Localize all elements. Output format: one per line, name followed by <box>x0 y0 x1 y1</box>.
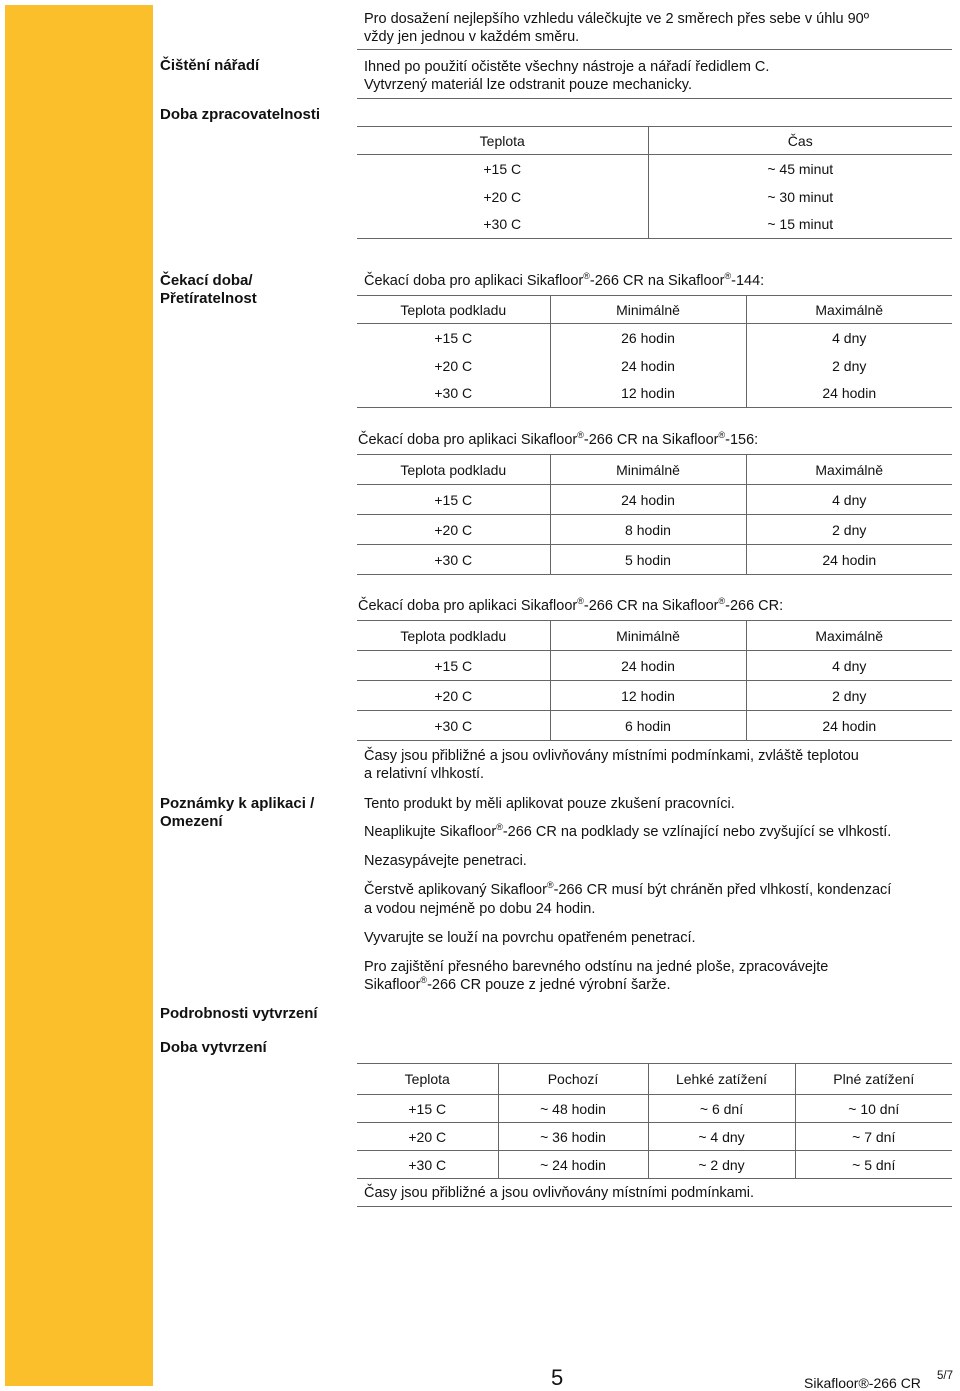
table-cell: +15 C <box>357 1095 498 1123</box>
table-cell: 8 hodin <box>550 515 746 545</box>
waiting-table-156 <box>357 454 952 575</box>
table-cell: ~ 36 hodin <box>498 1123 648 1151</box>
table-cell: +20 C <box>357 183 648 211</box>
rolling-line-2: vždy jen jednou v každém směru. <box>364 29 580 45</box>
note-3: Nezasypávejte penetraci. <box>364 853 527 869</box>
table-cell: +30 C <box>357 211 648 239</box>
waiting-heading-156: Čekací doba pro aplikaci Sikafloor®-266 CR na Sikafloor®-156: <box>358 430 759 448</box>
table-header: Teplota <box>357 1064 498 1095</box>
cleaning-line-2: Vytvrzený materiál lze odstranit pouze mechanicky. <box>364 77 692 93</box>
table-cell: +20 C <box>357 352 550 380</box>
label-notes-2: Omezení <box>160 813 223 830</box>
waiting-note-2: a relativní vlhkostí. <box>364 766 485 782</box>
table-cell: 6 hodin <box>550 711 746 741</box>
table-cell: ~ 5 dní <box>852 1156 896 1173</box>
table-cell: 5 hodin <box>550 545 746 575</box>
table-cell: ~ 10 dní <box>848 1100 900 1117</box>
table-cell: +20 C <box>357 515 550 545</box>
divider <box>357 1206 952 1207</box>
table-header: Pochozí <box>498 1064 648 1095</box>
table-cell: 4 dny <box>832 491 867 508</box>
cleaning-line-1: Ihned po použití očistěte všechny nástroje a nářadí ředidlem C. <box>364 59 770 75</box>
table-cell: ~ 4 dny <box>648 1123 795 1151</box>
rolling-line-1: Pro dosažení nejlepšího vzhledu válečkujte ve 2 směrech přes sebe v úhlu 90º <box>364 11 870 27</box>
table-header: Minimálně <box>550 455 746 485</box>
table-cell: 4 dny <box>832 657 867 674</box>
curing-note: Časy jsou přibližné a jsou ovlivňovány místními podmínkami. <box>364 1185 755 1201</box>
label-waiting-1: Čekací doba/ <box>160 272 253 289</box>
sidebar-accent-band <box>5 5 153 1386</box>
table-cell: 4 dny <box>832 329 867 346</box>
label-curing-time: Doba vytvrzení <box>160 1039 267 1056</box>
table-header: Teplota podkladu <box>357 296 550 324</box>
waiting-table-144 <box>357 295 952 408</box>
table-cell: +15 C <box>357 324 550 352</box>
table-cell: ~ 6 dní <box>648 1095 795 1123</box>
table-cell: ~ 45 minut <box>767 160 834 177</box>
table-cell: +20 C <box>357 681 550 711</box>
note-4a: Čerstvě aplikovaný Sikafloor®-266 CR musí být chráněn před vlhkostí, kondenzací <box>364 880 892 898</box>
table-header: Minimálně <box>550 296 746 324</box>
table-header: Teplota podkladu <box>357 455 550 485</box>
waiting-heading-144: Čekací doba pro aplikaci Sikafloor®-266 CR na Sikafloor®-144: <box>364 271 765 289</box>
table-cell: 12 hodin <box>550 681 746 711</box>
table-cell: +20 C <box>357 1123 498 1151</box>
table-cell: ~ 30 minut <box>767 188 834 205</box>
table-cell: +15 C <box>357 651 550 681</box>
table-cell: 2 dny <box>832 357 867 374</box>
table-cell: +30 C <box>357 545 550 575</box>
table-cell: 2 dny <box>832 687 867 704</box>
note-4b: a vodou nejméně po dobu 24 hodin. <box>364 901 596 917</box>
pot-life-table <box>357 126 952 239</box>
table-header: Teplota podkladu <box>357 621 550 651</box>
table-cell: +30 C <box>357 380 550 408</box>
note-5: Vyvarujte se louží na povrchu opatřeném penetrací. <box>364 930 696 946</box>
waiting-table-266 <box>357 620 952 741</box>
table-cell: ~ 24 hodin <box>498 1151 648 1179</box>
footer-page: 5/7 <box>937 1370 953 1382</box>
waiting-note-1: Časy jsou přibližné a jsou ovlivňovány místními podmínkami, zvláště teplotou <box>364 748 859 764</box>
label-notes-1: Poznámky k aplikaci / <box>160 795 315 812</box>
footer-number: 5 <box>551 1365 564 1390</box>
table-cell: ~ 2 dny <box>648 1151 795 1179</box>
table-cell: +15 C <box>357 155 648 183</box>
table-cell: 24 hodin <box>822 717 877 734</box>
table-header: Minimálně <box>550 621 746 651</box>
divider <box>357 49 952 50</box>
table-cell: +30 C <box>357 1151 498 1179</box>
note-6b: Sikafloor®-266 CR pouze z jedné výrobní šarže. <box>364 975 671 993</box>
table-cell: +15 C <box>357 485 550 515</box>
table-header: Maximálně <box>815 301 884 318</box>
table-cell: 24 hodin <box>550 352 746 380</box>
waiting-heading-266: Čekací doba pro aplikaci Sikafloor®-266 CR na Sikafloor®-266 CR: <box>358 596 784 614</box>
table-header: Maximálně <box>815 627 884 644</box>
table-cell: 24 hodin <box>550 651 746 681</box>
table-cell: +30 C <box>357 711 550 741</box>
note-2: Neaplikujte Sikafloor®-266 CR na podklady se vzlínající nebo zvyšující se vlhkostí. <box>364 822 892 840</box>
label-cleaning: Čištění nářadí <box>160 57 260 74</box>
table-cell: 24 hodin <box>550 485 746 515</box>
table-cell: ~ 7 dní <box>852 1128 896 1145</box>
table-cell: ~ 48 hodin <box>498 1095 648 1123</box>
table-header: Lehké zatížení <box>648 1064 795 1095</box>
table-cell: 24 hodin <box>822 385 877 402</box>
table-cell: 24 hodin <box>822 551 877 568</box>
curing-table <box>357 1063 952 1179</box>
table-header: Čas <box>787 132 813 149</box>
table-cell: ~ 15 minut <box>767 216 834 233</box>
table-cell: 2 dny <box>832 521 867 538</box>
note-1: Tento produkt by měli aplikovat pouze zkušení pracovníci. <box>364 796 735 812</box>
table-header: Plné zatížení <box>833 1071 915 1087</box>
table-cell: 12 hodin <box>550 380 746 408</box>
footer-product: Sikafloor®-266 CR <box>804 1375 921 1391</box>
label-waiting-2: Přetíratelnost <box>160 290 257 307</box>
divider <box>357 98 952 99</box>
table-cell: 26 hodin <box>550 324 746 352</box>
table-header: Teplota <box>357 127 648 155</box>
label-curing-details: Podrobnosti vytvrzení <box>160 1005 318 1022</box>
note-6a: Pro zajištění přesného barevného odstínu na jedné ploše, zpracovávejte <box>364 959 829 975</box>
table-header: Maximálně <box>815 461 884 478</box>
label-pot-life: Doba zpracovatelnosti <box>160 106 321 123</box>
